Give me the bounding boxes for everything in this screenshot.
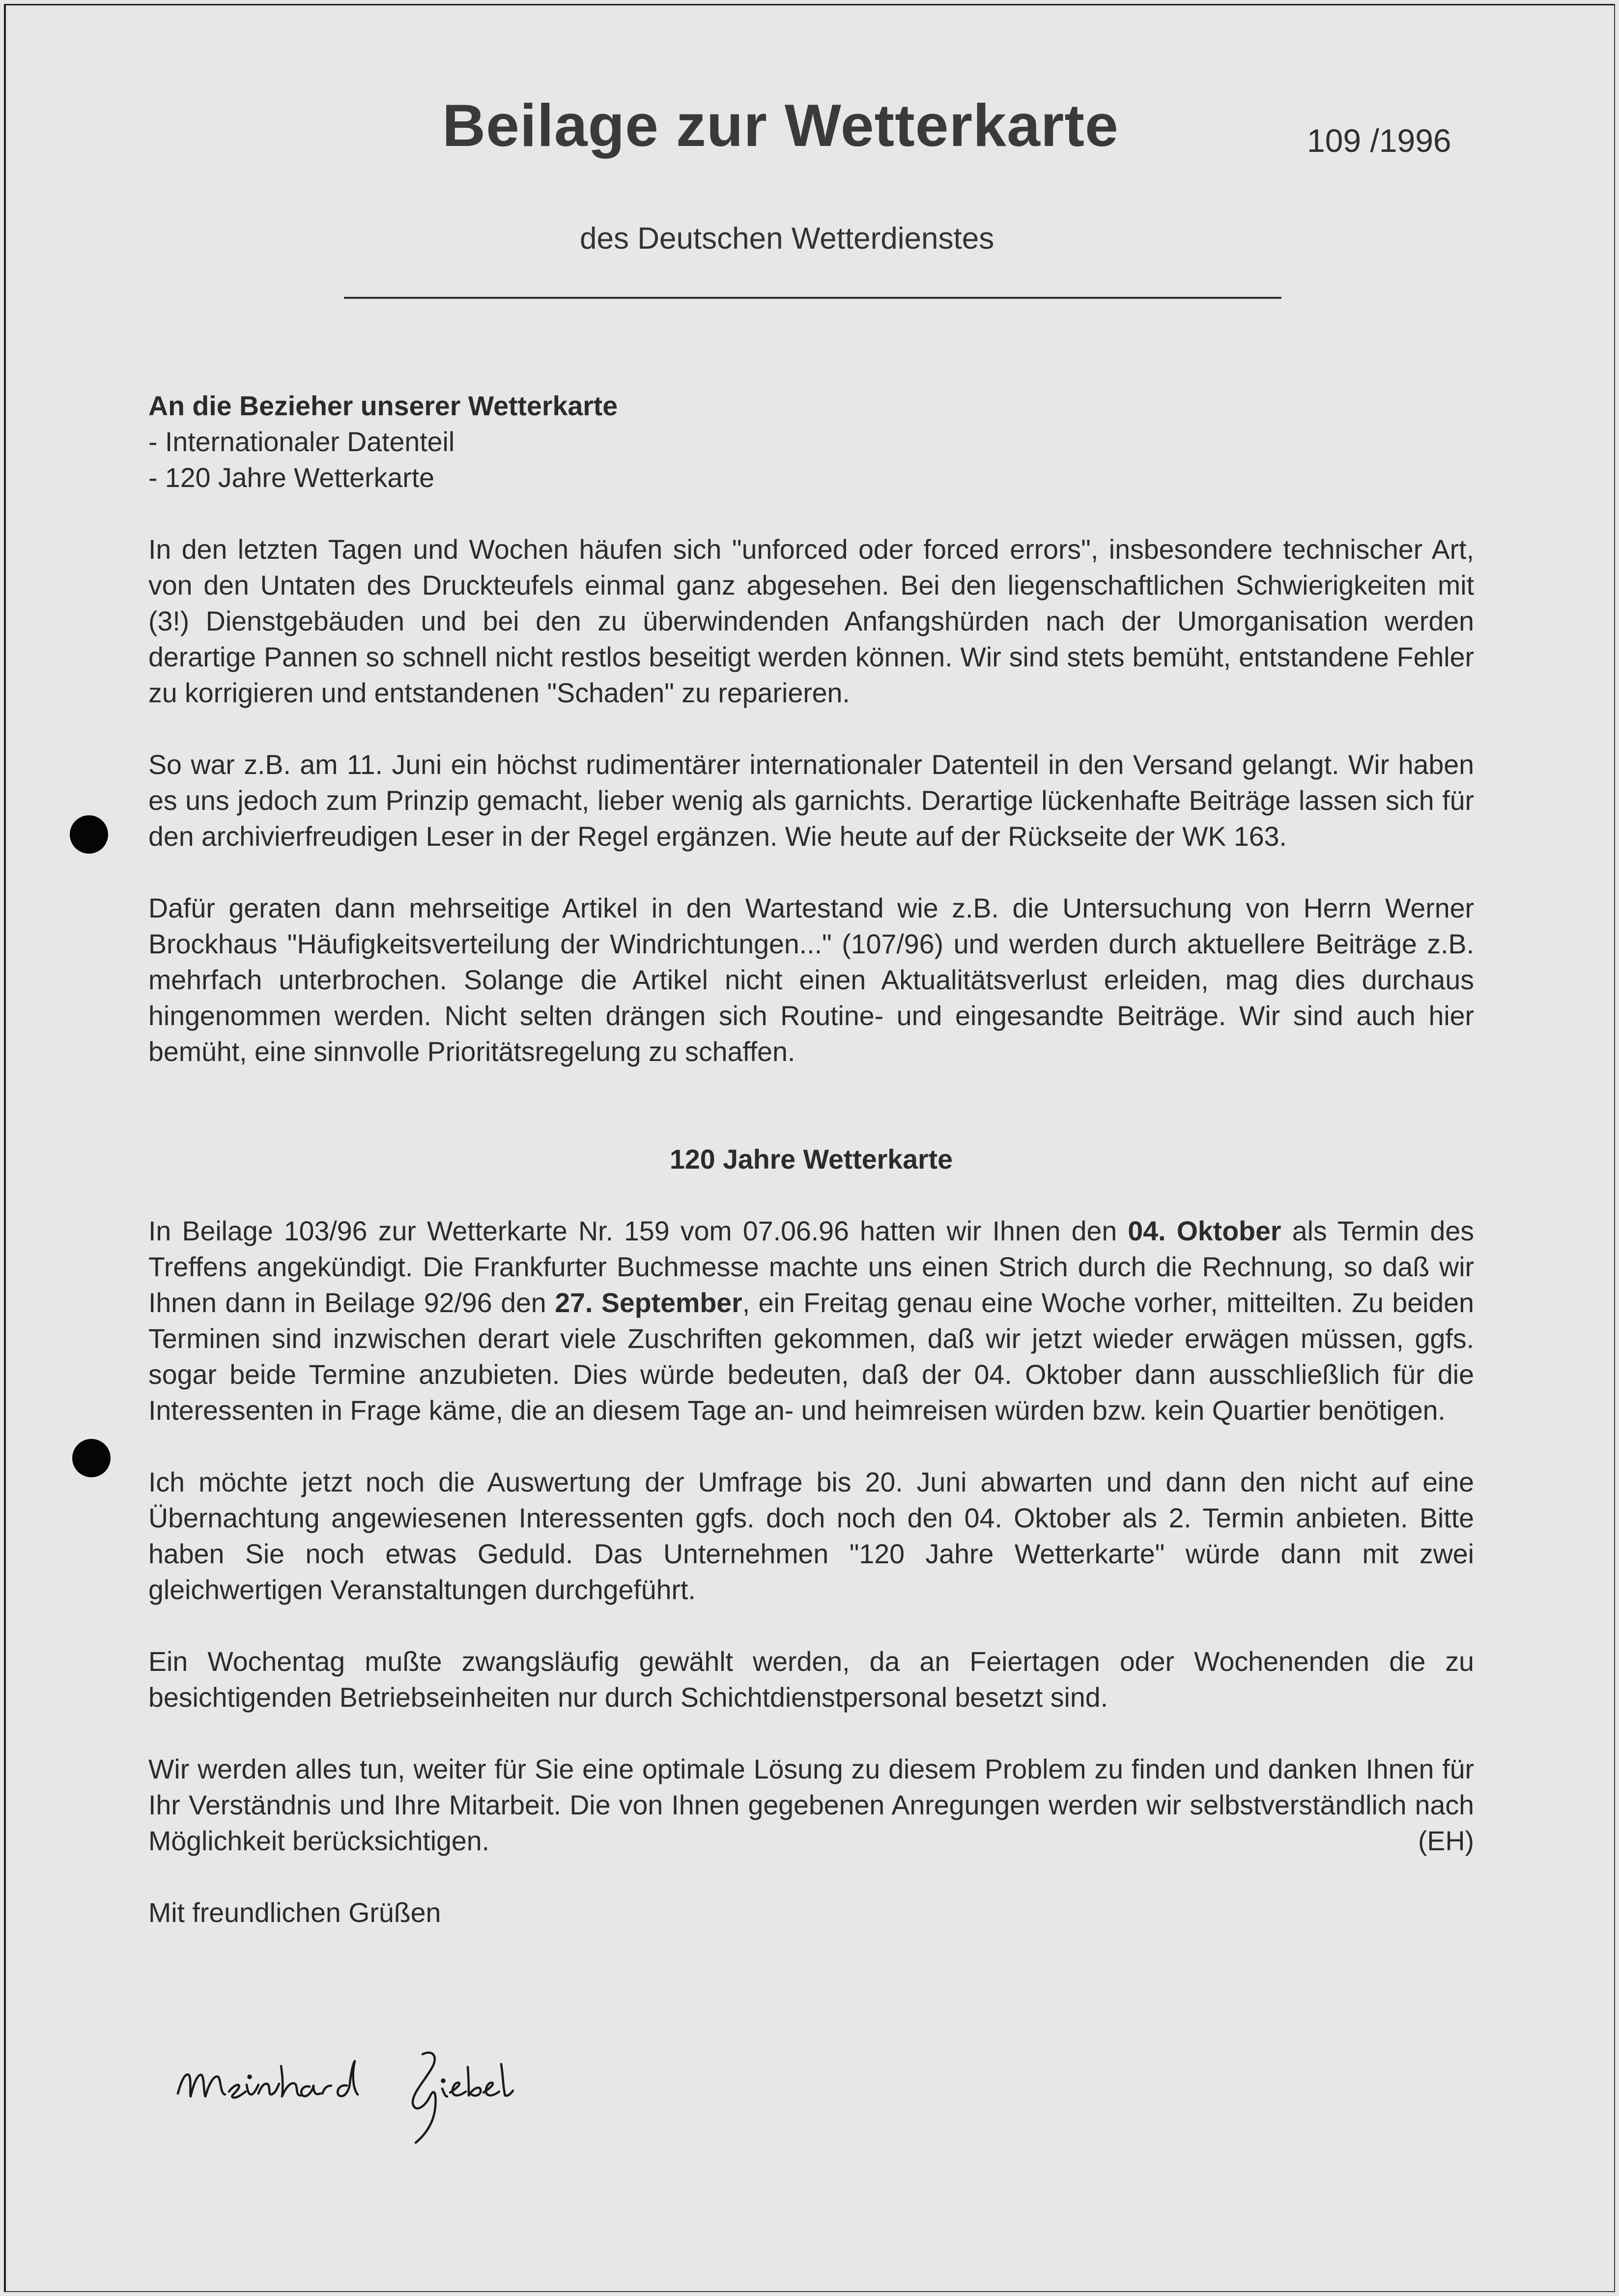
text-run: , ein Freitag genau eine Woche vorher, mitteilten. Zu beiden Terminen sind inzwischen derart viele Zuschriften gekommen, daß wir jetzt wieder erwägen müssen, ggfs. sogar beide Termine anzubieten. Dies würde bedeuten, daß der 04. Oktober dann ausschließlich für die Interessenten in Frage käme, die an diesem Tage an- und heimreisen würden bzw. kein Quartier benötigen. — [148, 1288, 1475, 1426]
body-paragraph — [148, 1213, 1474, 1429]
handwritten-signature — [167, 2020, 658, 2148]
body-paragraph: Ich möchte jetzt noch die Auswertung der Umfrage bis 20. Juni abwarten und dann den nicht auf eine Übernachtung angewiesenen Interessenten ggfs. doch noch den 04. Oktober als 2. Termin anbieten. Bitte haben Sie noch etwas Geduld. Das Unternehmen "120 Jahre Wetterkarte" würde dann mit zwei gleichwertigen Veranstaltungen durchgeführt. — [148, 1467, 1474, 1605]
document-subtitle: des Deutschen Wetterdienstes — [580, 222, 994, 256]
section-heading: 120 Jahre Wetterkarte — [670, 1144, 953, 1175]
document-title: Beilage zur Wetterkarte — [442, 92, 1119, 159]
punch-hole-upper — [70, 815, 108, 854]
issue-number: 109 /1996 — [1307, 122, 1451, 159]
body-paragraph — [148, 1751, 1474, 1859]
closing-greeting: Mit freundlichen Grüßen — [148, 1897, 441, 1928]
body-paragraph: Dafür geraten dann mehrseitige Artikel in den Wartestand wie z.B. die Untersuchung von Herrn Werner Brockhaus "Häufigkeitsverteilung der Windrichtungen..." (107/96) und werden durch aktuellere Beiträge z.B. mehrfach unterbrochen. Solange die Artikel nicht einen Aktualitätsverlust erleiden, mag dies durchaus hingenommen werden. Nicht selten drängen sich Routine- und eingesandte Beiträge. Wir sind auch hier bemüht, eine sinnvolle Prioritätsregelung zu schaffen. — [148, 893, 1474, 1067]
address-lead: An die Bezieher unserer Wetterkarte — [148, 391, 618, 421]
bold-date: 27. September — [555, 1288, 742, 1318]
address-block — [148, 388, 1474, 496]
address-item: - 120 Jahre Wetterkarte — [148, 462, 434, 493]
address-item: - Internationaler Datenteil — [148, 427, 455, 457]
punch-hole-lower — [72, 1439, 111, 1477]
bold-date: 04. Oktober — [1128, 1216, 1281, 1246]
text-run: als Termin des Treffens angekündigt. Die Frankfurter Buchmesse machte uns einen Strich durch die Rechnung, so daß wir Ihnen dann in Beilage 92/96 den — [148, 1216, 1474, 1318]
body-paragraph: So war z.B. am 11. Juni ein höchst rudimentärer internationaler Datenteil in den Versand gelangt. Wir haben es uns jedoch zum Prinzip gemacht, lieber wenig als garnichts. Derartige lückenhafte Beiträge lassen sich für den archivierfreudigen Leser in der Regel ergänzen. Wie heute auf der Rückseite der WK 163. — [148, 749, 1474, 852]
text-run: Wir werden alles tun, weiter für Sie eine optimale Lösung zu diesem Problem zu finden und danken Ihnen für Ihr Verständnis und Ihre Mitarbeit. Die von Ihnen gegebenen Anregungen werden wir selbstverständlich nach Möglichkeit berücksichtigen. — [148, 1754, 1474, 1856]
header-divider — [344, 297, 1281, 299]
body-paragraph: In den letzten Tagen und Wochen häufen sich "unforced oder forced errors", insbesondere technischer Art, von den Untaten des Druckteufels einmal ganz abgesehen. Bei den liegenschaftlichen Schwierigkeiten mit (3!) Dienstgebäuden und bei den zu überwindenden Anfangshürden nach der Umorganisation werden derartige Pannen so schnell nicht restlos beseitigt werden können. Wir sind stets bemüht, entstandene Fehler zu korrigieren und entstandenen "Schaden" zu reparieren. — [148, 534, 1474, 708]
letter-body — [148, 388, 1474, 1931]
author-initials: (EH) — [1418, 1826, 1474, 1856]
body-paragraph: Ein Wochentag mußte zwangsläufig gewählt werden, da an Feiertagen oder Wochenenden die zu besichtigenden Betriebseinheiten nur durch Schichtdienstpersonal besetzt sind. — [148, 1646, 1474, 1713]
text-run: In Beilage 103/96 zur Wetterkarte Nr. 159 vom 07.06.96 hatten wir Ihnen den — [148, 1216, 1128, 1246]
